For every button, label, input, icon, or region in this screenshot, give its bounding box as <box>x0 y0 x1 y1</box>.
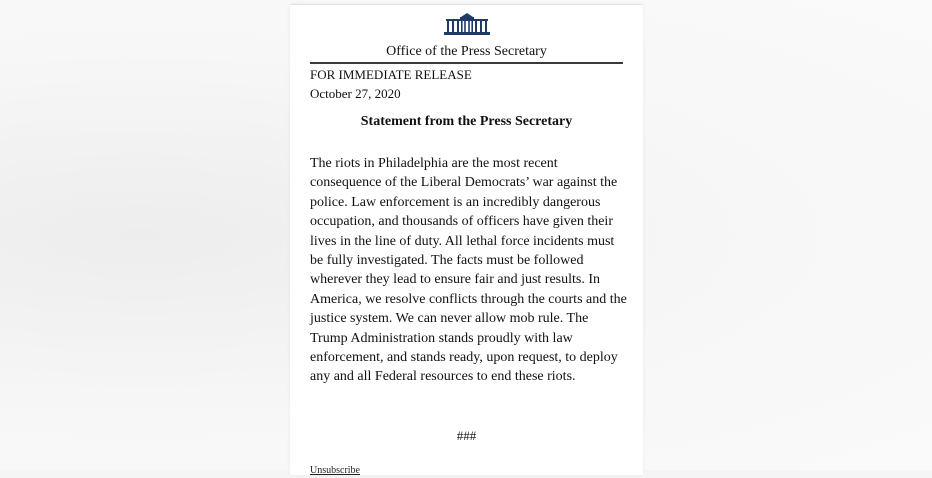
statement-title: Statement from the Press Secretary <box>360 114 573 129</box>
office-title: Office of the Press Secretary <box>386 44 547 59</box>
release-date: October 27, 2020 <box>310 86 401 101</box>
press-release-page <box>290 4 643 475</box>
statement-body: The riots in Philadelphia are the most recent consequence of the Liberal Democrats’ war against the police. Law enforcement is an incredibly dangerous occupation, and thousands of officers have given their lives in the line of duty. All lethal force incidents must be fully investigated. The facts must be followed wherever they lead to ensure fair and just results. In America, we resolve conflicts through the courts and the justice system. We can never allow mob rule. The Trump Administration stands proudly with law enforcement, and stands ready, upon request, to deploy any and all Federal resources to end these riots. <box>310 156 627 385</box>
header-divider <box>310 62 623 64</box>
white-house-icon <box>442 12 492 36</box>
end-mark: ### <box>456 428 477 443</box>
release-label: FOR IMMEDIATE RELEASE <box>310 67 472 82</box>
unsubscribe-link[interactable]: Unsubscribe <box>310 465 360 476</box>
